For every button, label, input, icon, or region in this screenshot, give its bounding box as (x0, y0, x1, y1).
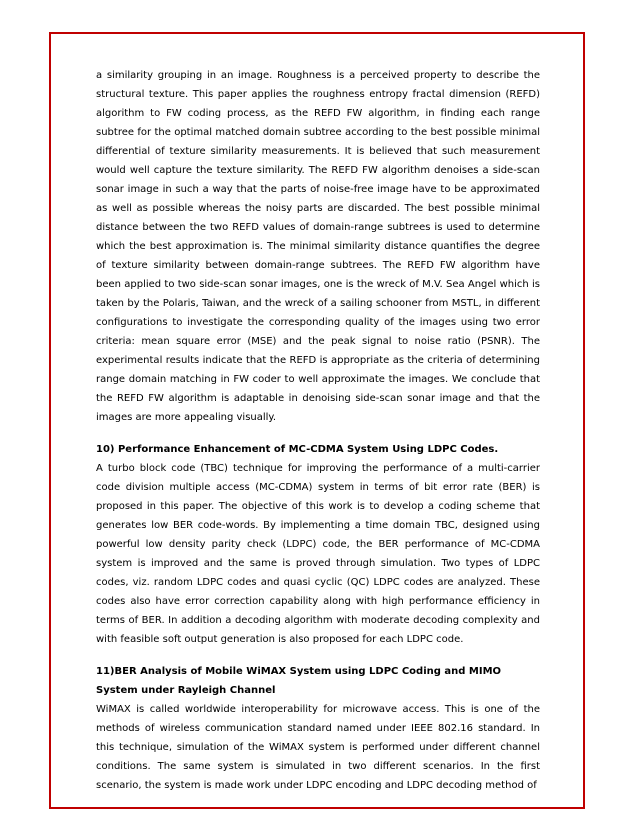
section-11-heading: 11)BER Analysis of Mobile WiMAX System using LDPC Coding and MIMO System under Rayleigh Channel (96, 666, 502, 696)
section-gap (96, 427, 540, 440)
section-10-paragraph: A turbo block code (TBC) technique for improving the performance of a multi-carrier code division multiple access (MC-CDMA) system in terms of bit error rate (BER) is proposed in this paper. The objective of this work is to develop a coding scheme that generates low BER code-words. By implementing a time domain TBC, designed using powerful low density parity check (LDPC) code, the BER performance of MC-CDMA system is improved and the same is proved through simulation. Two types of LDPC codes, viz. random LDPC codes and quasi cyclic (QC) LDPC codes are analyzed. These codes also have error correction capability along with high performance efficiency in terms of BER. In addition a decoding algorithm with moderate decoding complexity and with feasible soft output generation is also proposed for each LDPC code. (96, 463, 540, 645)
document-body (96, 66, 540, 795)
section-10-heading: 10) Performance Enhancement of MC-CDMA System Using LDPC Codes. (96, 444, 499, 455)
section-gap (96, 649, 540, 662)
intro-paragraph: a similarity grouping in an image. Roughness is a perceived property to describe the structural texture. This paper applies the roughness entropy fractal dimension (REFD) algorithm to FW coding process, as the REFD FW algorithm, in finding each range subtree for the optimal matched domain subtree according to the best possible minimal differential of texture similarity measurements. It is believed that such measurement would well capture the texture similarity. The REFD FW algorithm denoises a side-scan sonar image in such a way that the parts of noise-free image have to be approximated as well as possible whereas the noisy parts are discarded. The best possible minimal distance between the two REFD values of domain-range subtrees is used to determine which the best approximation is. The minimal similarity distance quantifies the degree of texture similarity between domain-range subtrees. The REFD FW algorithm have been applied to two side-scan sonar images, one is the wreck of M.V. Sea Angel which is taken by the Polaris, Taiwan, and the wreck of a sailing schooner from MSTL, in different configurations to investigate the corresponding quality of the images using two error criteria: mean square error (MSE) and the peak signal to noise ratio (PSNR). The experimental results indicate that the REFD is appropriate as the criteria of determining range domain matching in FW coder to well approximate the images. We conclude that the REFD FW algorithm is adaptable in denoising side-scan sonar image and that the images are more appealing visually. (96, 70, 540, 423)
section-11-paragraph: WiMAX is called worldwide interoperability for microwave access. This is one of the methods of wireless communication standard named under IEEE 802.16 standard. In this technique, simulation of the WiMAX system is performed under different channel conditions. The same system is simulated in two different scenarios. In the first scenario, the system is made work under LDPC encoding and LDPC decoding method of (96, 704, 540, 791)
